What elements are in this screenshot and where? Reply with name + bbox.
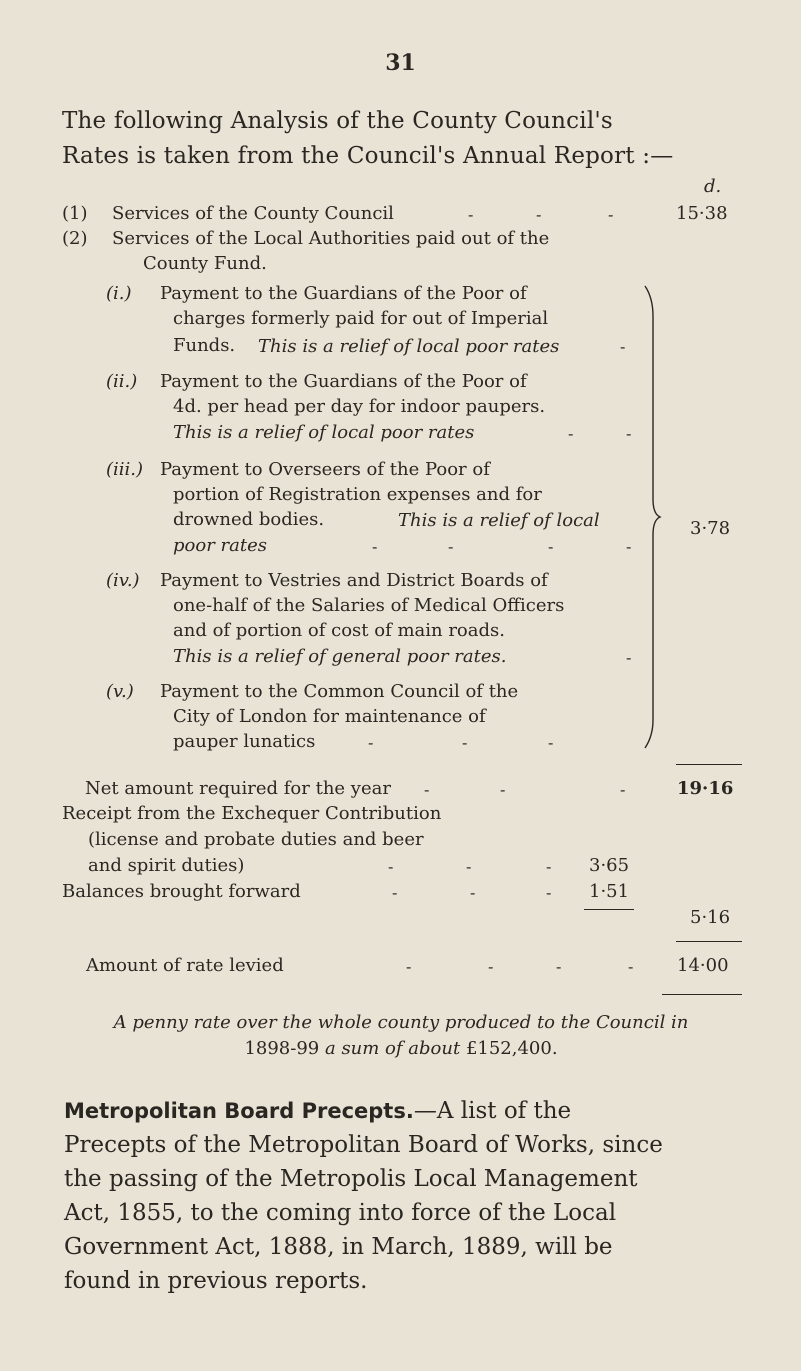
unit-header: d. bbox=[704, 176, 722, 197]
section-line-6: found in previous reports. bbox=[64, 1268, 368, 1294]
section-line-5: Government Act, 1888, in March, 1889, will be bbox=[64, 1234, 613, 1260]
section-line-1 bbox=[64, 1098, 571, 1124]
sub-iii-line-3-plain: drowned bodies. bbox=[173, 509, 325, 530]
sub-iii-line-2: portion of Registration expenses and for bbox=[173, 484, 542, 505]
sub-v-line-2: City of London for maintenance of bbox=[173, 706, 486, 727]
sub-i-line-2: charges formerly paid for out of Imperial bbox=[173, 308, 549, 329]
page-number: 31 bbox=[385, 50, 416, 76]
note-sum-text: a sum of about bbox=[324, 1038, 461, 1059]
net-label: Net amount required for the year bbox=[85, 778, 391, 799]
leader-dash: - bbox=[548, 537, 554, 556]
item-1-label: Services of the County Council bbox=[112, 203, 394, 224]
sum-rule bbox=[676, 941, 742, 942]
item-2-label-line-1: Services of the Local Authorities paid out of the bbox=[112, 228, 550, 249]
leader-dash: - bbox=[556, 957, 562, 976]
intro-line-2: Rates is taken from the Council's Annual Report :— bbox=[62, 143, 674, 169]
leader-dash: - bbox=[488, 957, 494, 976]
item-1-amount: 15·38 bbox=[676, 203, 728, 224]
sub-iii-number: (iii.) bbox=[106, 459, 144, 480]
curly-brace-icon bbox=[640, 284, 666, 750]
sub-v-number: (v.) bbox=[106, 681, 134, 702]
deduction-total: 5·16 bbox=[690, 907, 731, 928]
leader-dash: - bbox=[462, 733, 468, 752]
leader-dash: - bbox=[368, 733, 374, 752]
sub-iii-line-3-italic: This is a relief of local bbox=[398, 510, 600, 531]
receipt-line-1: Receipt from the Exchequer Contribution bbox=[62, 803, 442, 824]
leader-dash: - bbox=[546, 883, 552, 902]
leader-dash: - bbox=[626, 648, 632, 667]
leader-dash: - bbox=[548, 733, 554, 752]
section-line-3: the passing of the Metropolis Local Management bbox=[64, 1166, 638, 1192]
leader-dash: - bbox=[424, 780, 430, 799]
note-amount: £152,400. bbox=[465, 1038, 558, 1059]
leader-dash: - bbox=[468, 205, 474, 224]
leader-dash: - bbox=[626, 537, 632, 556]
sub-iv-line-4-italic: This is a relief of general poor rates. bbox=[173, 646, 507, 667]
intro-line-1: The following Analysis of the County Council's bbox=[62, 108, 613, 134]
leader-dash: - bbox=[470, 883, 476, 902]
leader-dash: - bbox=[536, 205, 542, 224]
sub-iv-line-2: one-half of the Salaries of Medical Officers bbox=[173, 595, 565, 616]
leader-dash: - bbox=[372, 537, 378, 556]
sub-i-line-1: Payment to the Guardians of the Poor of bbox=[160, 283, 527, 304]
subtotal-rule bbox=[584, 909, 634, 910]
note-line-1: A penny rate over the whole county produced to the Council in bbox=[113, 1012, 689, 1033]
item-2-amount: 3·78 bbox=[690, 518, 731, 539]
sub-ii-number: (ii.) bbox=[106, 371, 138, 392]
receipt-line-3: and spirit duties) bbox=[88, 855, 245, 876]
net-amount: 19·16 bbox=[677, 778, 734, 799]
note-line-2 bbox=[62, 1038, 740, 1059]
sub-iii-line-1: Payment to Overseers of the Poor of bbox=[160, 459, 490, 480]
leader-dash: - bbox=[466, 857, 472, 876]
sub-ii-line-1: Payment to the Guardians of the Poor of bbox=[160, 371, 527, 392]
leader-dash: - bbox=[626, 424, 632, 443]
leader-dash: - bbox=[620, 780, 626, 799]
sub-iii-line-4-italic: poor rates bbox=[173, 535, 267, 556]
sub-i-line-3-italic: This is a relief of local poor rates bbox=[258, 336, 560, 357]
sub-ii-line-2: 4d. per head per day for indoor paupers. bbox=[173, 396, 546, 417]
levied-amount: 14·00 bbox=[677, 955, 729, 976]
item-1-number: (1) bbox=[62, 203, 88, 224]
sub-v-line-3: pauper lunatics bbox=[173, 731, 316, 752]
levied-label: Amount of rate levied bbox=[86, 955, 284, 976]
balances-label: Balances brought forward bbox=[62, 881, 301, 902]
section-heading: Metropolitan Board Precepts. bbox=[64, 1099, 414, 1123]
section-line-1-rest: —A list of the bbox=[413, 1098, 572, 1124]
sub-v-line-1: Payment to the Common Council of the bbox=[160, 681, 519, 702]
item-2-label-line-2: County Fund. bbox=[143, 253, 267, 274]
section-line-2: Precepts of the Metropolitan Board of Works, since bbox=[64, 1132, 663, 1158]
sub-iv-number: (iv.) bbox=[106, 570, 140, 591]
leader-dash: - bbox=[392, 883, 398, 902]
leader-dash: - bbox=[568, 424, 574, 443]
sub-iv-line-1: Payment to Vestries and District Boards of bbox=[160, 570, 548, 591]
sum-rule bbox=[676, 764, 742, 765]
leader-dash: - bbox=[628, 957, 634, 976]
leader-dash: - bbox=[546, 857, 552, 876]
sub-iv-line-3: and of portion of cost of main roads. bbox=[173, 620, 505, 641]
sub-ii-line-3-italic: This is a relief of local poor rates bbox=[173, 422, 475, 443]
leader-dash: - bbox=[620, 337, 626, 356]
sub-i-line-3-plain: Funds. bbox=[173, 335, 236, 356]
leader-dash: - bbox=[406, 957, 412, 976]
leader-dash: - bbox=[448, 537, 454, 556]
receipt-line-2: (license and probate duties and beer bbox=[88, 829, 424, 850]
receipt-amount: 3·65 bbox=[589, 855, 630, 876]
item-2-number: (2) bbox=[62, 228, 88, 249]
leader-dash: - bbox=[608, 205, 614, 224]
balances-amount: 1·51 bbox=[589, 881, 630, 902]
sum-rule bbox=[662, 994, 742, 995]
leader-dash: - bbox=[388, 857, 394, 876]
sub-i-number: (i.) bbox=[106, 283, 132, 304]
note-year: 1898-99 bbox=[244, 1038, 320, 1059]
section-line-4: Act, 1855, to the coming into force of the Local bbox=[64, 1200, 617, 1226]
leader-dash: - bbox=[500, 780, 506, 799]
